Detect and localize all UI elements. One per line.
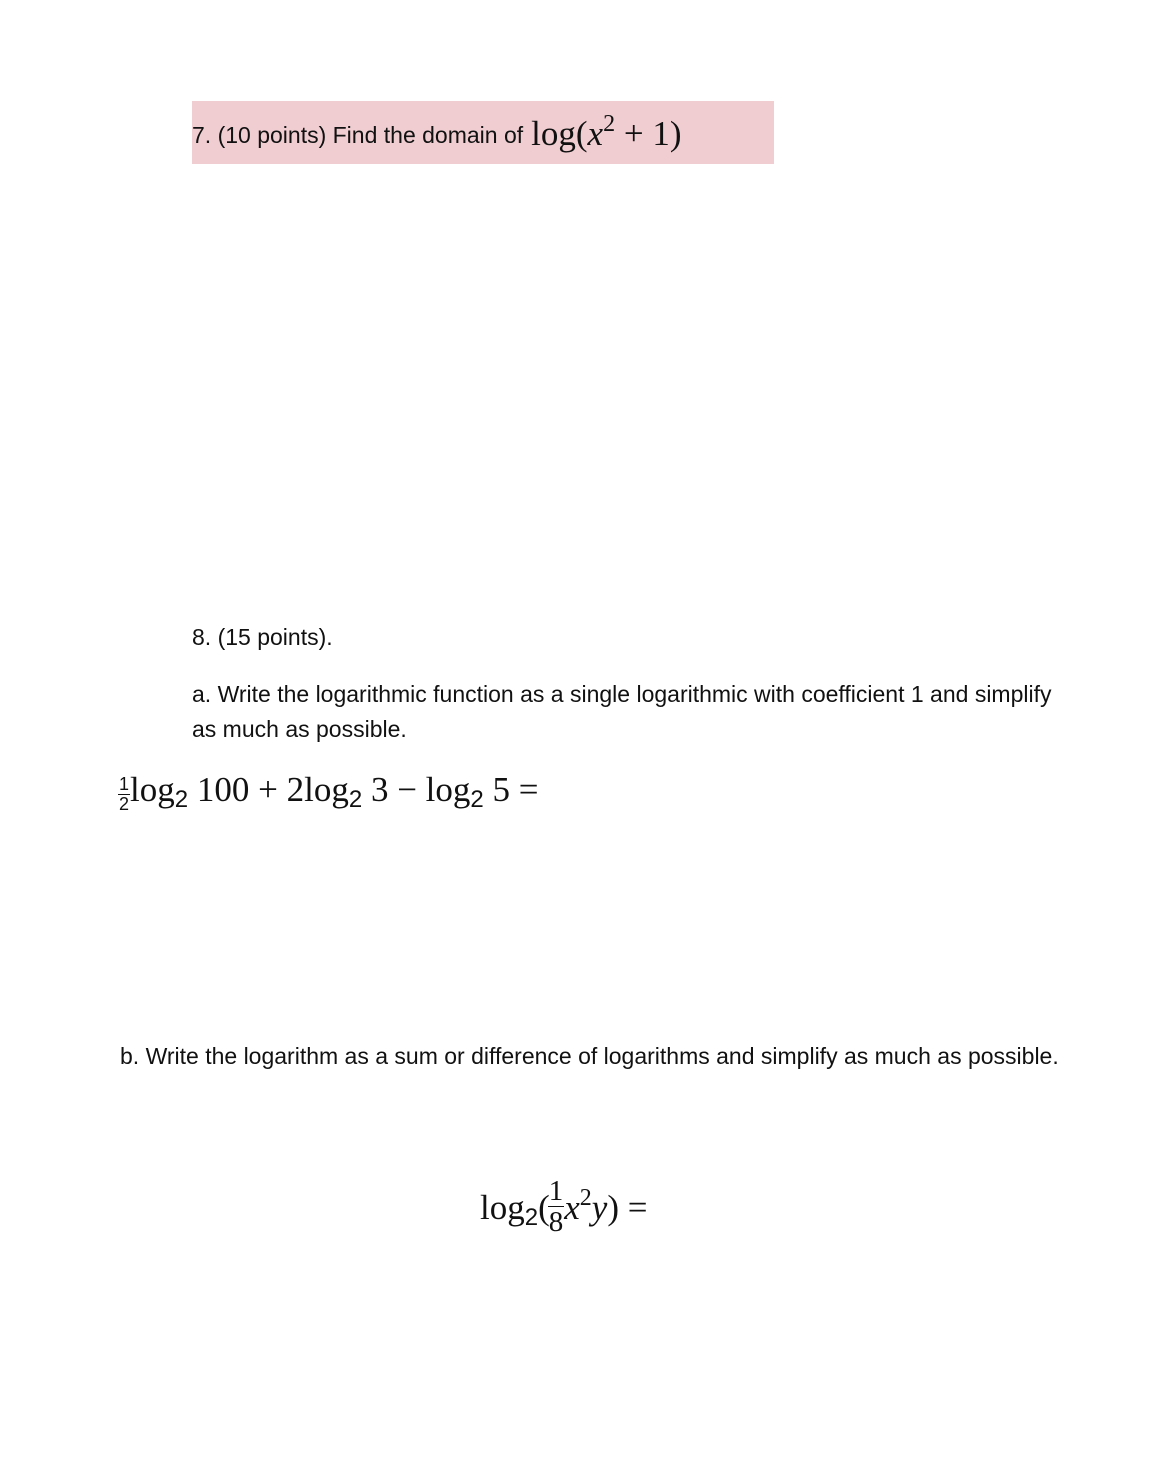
- fraction-one-half: $\frac{1}{2}$: [119, 774, 130, 815]
- question-8b-instruction: b. Write the logarithm as a sum or difference of logarithms and simplify as much as possible.: [120, 1043, 1059, 1069]
- question-7-expression: $\log(x^2 + 1)$: [531, 111, 682, 153]
- fraction-one-eighth: $\frac{1}{8}$: [548, 1175, 564, 1239]
- question-8b-expression: $\log_2$( $\frac{1}{8}$ $x^2y$) =: [480, 1175, 648, 1239]
- question-7: [192, 112, 681, 152]
- question-7-text: 7. (10 points) Find the domain of: [192, 122, 524, 148]
- question-8a-expression: $\frac{1}{2}$ $\log_2 100 + 2\log_2$ $3 - \log_2 5$ =: [119, 770, 539, 815]
- question-8-heading: 8. (15 points).: [192, 624, 333, 650]
- question-8a-instruction: a. Write the logarithmic function as a single logarithmic with coefficient 1 and simplify as much as possible.: [192, 681, 1052, 742]
